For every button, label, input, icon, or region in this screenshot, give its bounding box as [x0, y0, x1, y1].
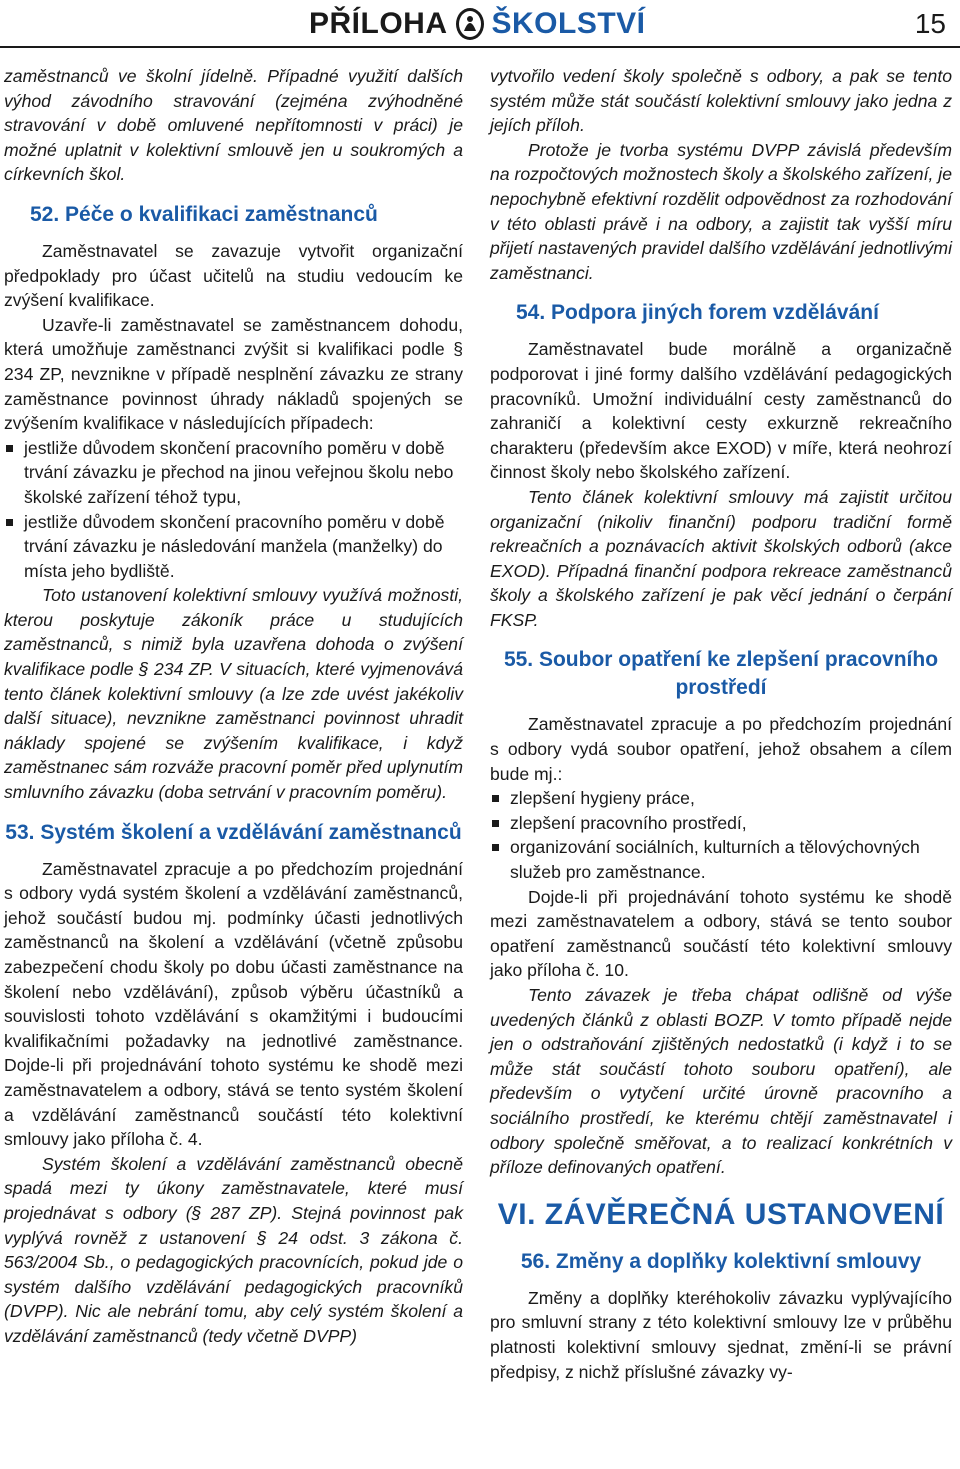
header-title-right: ŠKOLSTVÍ — [491, 7, 646, 40]
chapter-heading: VI. ZÁVĚREČNÁ USTANOVENÍ — [497, 1197, 945, 1231]
list-item: organizování sociálních, kulturních a tělovýchovných služeb pro zaměstnance. — [490, 835, 952, 884]
bullet-list — [490, 786, 952, 884]
paragraph: Zaměstnavatel zpracuje a po předchozím projednání s odbory vydá soubor opatření, jehož obsahem a cílem bude mj.: — [490, 714, 952, 784]
commentary-paragraph: Toto ustanovení kolektivní smlouvy využívá možnosti, kterou poskytuje zákoník práce u studujících zaměstnanců, s nimiž byla uzavřena dohoda o zvýšení kvalifikace podle § 234 ZP. V situacích, které vyjmenovává tento článek kolektivní smlouvy (a lze zde uvést jakékoliv další situace), nevznikne zaměstnanci povinnost uhradit náklady spojené se zvýšením kvalifikace, i když zaměstnanec sám rozváže pracovní poměr před uplynutím smluvního závazku (doba setrvání v pracovním poměru). — [4, 585, 463, 803]
commentary-paragraph: Protože je tvorba systému DVPP závislá především na rozpočtových možnostech školy a školského zařízení, je nepochybně efektivní rozdělit odpovědnost za rozhodování v této oblasti právě i na odbory, a zajistit tak vyšší míru přijetí nastavených pravidel dalšího vzdělávání jednotlivými zaměstnanci. — [490, 139, 952, 283]
paragraph: Uzavře-li zaměstnavatel se zaměstnancem dohodu, která umožňuje zaměstnanci zvýšit si kvalifikaci podle § 234 ZP, nevznikne v případě nesplnění závazku ze strany zaměstnance povinnost úhrady nákladů spojených se zvýšením kvalifikace v následujících případech: — [4, 314, 463, 434]
section-heading-54: 54. Podpora jiných forem vzdělávání — [516, 301, 879, 325]
header-divider — [0, 46, 960, 48]
paragraph: Zaměstnavatel se zavazuje vytvořit organizační předpoklady pro účast učitelů na studiu vedoucím ke zvýšení kvalifikace. — [4, 240, 463, 311]
header-brand — [309, 6, 646, 42]
list-item: jestliže důvodem skončení pracovního poměru v době trvání závazku je následování manžela (manželky) do místa jeho bydliště. — [4, 510, 463, 584]
bullet-list — [4, 436, 463, 584]
section-heading-52: 52. Péče o kvalifikaci zaměstnanců — [30, 202, 378, 226]
left-column — [4, 64, 463, 1349]
list-item: jestliže důvodem skončení pracovního poměru v době trvání závazku je přechod na jinou veřejnou školu nebo školské zařízení téhož typu, — [4, 436, 463, 510]
paragraph: zaměstnanců ve školní jídelně. Případné využití dalších výhod závodního stravování (zejména zvýhodněné stravování v době omluvené nepřítomnosti v práci) je možné uplatnit v kolektivní smlouvě jen u soukromých a církevních škol. — [4, 66, 463, 185]
commentary-paragraph: Systém školení a vzdělávání zaměstnanců obecně spadá mezi ty úkony zaměstnavatele, které musí projednávat s odbory (§ 287 ZP). Stejná povinnost pak vyplývá rovněž z ustanovení § 24 odst. 3 zákona č. 563/2004 Sb., o pedagogických pracovnících, pokud jde o systém dalšího vzdělávání pedagogických pracovníků (DVPP). Nic ale nebrání tomu, aby celý systém školení a vzdělávání zaměstnanců (tedy včetně DVPP) — [4, 1153, 463, 1346]
header-title-left: PŘÍLOHA — [309, 7, 448, 40]
section-heading-55: 55. Soubor opatření ke zlepšení pracovního prostředí — [503, 648, 939, 700]
page-header — [0, 0, 960, 50]
crest-emblem-icon — [454, 7, 486, 41]
commentary-paragraph: vytvořilo vedení školy společně s odbory, a pak se tento systém může stát součástí kolektivní smlouvy jako jedna z jejích příloh. — [490, 66, 952, 136]
section-heading-53: 53. Systém školení a vzdělávání zaměstnanců — [5, 820, 462, 844]
page-number: 15 — [914, 8, 946, 39]
paragraph: Zaměstnavatel bude morálně a organizačně podporovat i jiné formy dalšího vzdělávání pedagogických pracovníků. Umožní individuální cesty zaměstnanců do zahraničí a kolektivní cesty exkurzně rekreačního charakteru (především akce EXOD) v míře, která neohrozí činnost školy nebo školského zařízení. — [490, 339, 952, 483]
list-item: zlepšení hygieny práce, — [490, 786, 952, 811]
commentary-paragraph: Tento závazek je třeba chápat odlišně od výše uvedených článků z oblasti BOZP. V tomto případě nejde jen o odstraňování zjištěných nedostatků (i když i to se může stát součástí tohoto souboru opatření), ale především o vytyčení určité úrovně pracovního a sociálního prostředí, ke kterému chtějí zaměstnavatel i odbory společně směřovat, a to realizací konkrétních v příloze definovaných opatření. — [490, 985, 952, 1178]
right-column — [490, 64, 952, 1384]
list-item: zlepšení pracovního prostředí, — [490, 811, 952, 836]
commentary-paragraph: Tento článek kolektivní smlouvy má zajistit určitou organizační (nikoliv finanční) podporu tradiční formě rekreačních a poznávacích aktivit školských odborů (akce EXOD). Případná finanční podpora rekreace zaměstnanců školy a školského zařízení je pak věcí jednání o čerpání FKSP. — [490, 486, 952, 630]
section-heading-56: 56. Změny a doplňky kolektivní smlouvy — [520, 1249, 922, 1273]
paragraph: Zaměstnavatel zpracuje a po předchozím projednání s odbory vydá systém školení a vzdělávání zaměstnanců, jehož součástí budou mj. podmínky účasti jednotlivých zaměstnanců na školení a vzdělávání (včetně způsobu zabezpečení chodu školy po dobu účasti zaměstnance na školení nebo vzdělávání), způsob výběru účastníků a souvislosti tohoto vzdělávání s okamžitými i budoucími kvalifikačními požadavky na jednotlivé zaměstnance. Dojde-li při projednávání tohoto systému ke shodě mezi zaměstnavatelem a odbory, stává se tento systém školení a vzdělávání zaměstnanců součástí této kolektivní smlouvy jako příloha č. 4. — [4, 858, 463, 1150]
paragraph: Změny a doplňky kteréhokoliv závazku vyplývajícího pro smluvní strany z této kolektivní smlouvy lze v průběhu platnosti kolektivní smlouvy sjednat, změní-li se právní předpisy, z nichž příslušné závazky vy- — [490, 1287, 952, 1382]
paragraph: Dojde-li při projednávání tohoto systému ke shodě mezi zaměstnavatelem a odbory, stává se tento soubor opatření zaměstnanců součástí této kolektivní smlouvy jako příloha č. 10. — [490, 886, 952, 981]
